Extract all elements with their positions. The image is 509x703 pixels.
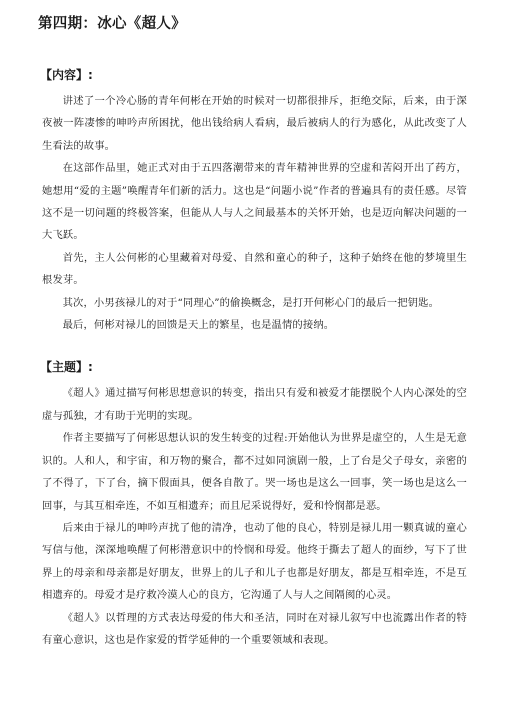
theme-paragraph: 作者主要描写了何彬思想认识的发生转变的过程:开始他认为世界是虚空的，人生是无意识的。人和人，和宇宙，和万物的聚合，都不过如同演剧一般，上了台是父子母女，亲密的了不得了，下了台，摘下假面具，便各自散了。哭一场也是这么一回事，笑一场也是这么一回事，与其互相牵连，不如互相遗弃；而且尼采说得好，爱和怜悯都是恶。 <box>42 432 467 512</box>
content-paragraph: 在这部作品里，她正式对由于五四落潮带来的青年精神世界的空虚和苦闷开出了药方，她想用“爱的主题”唤醒青年们新的活力。这也是“问题小说”作者的普遍具有的责任感。尽管这不是一切问题的终极答案，但能从人与人之间最基本的关怀开始，也是迈向解决问题的一大飞跃。 <box>42 162 467 242</box>
theme-section <box>42 358 467 651</box>
content-paragraph: 讲述了一个冷心肠的青年何彬在开始的时候对一切都很排斥，拒绝交际，后来，由于深夜被一阵凄惨的呻吟声所困扰，他出钱给病人看病，最后被病人的行为感化，从此改变了人生看法的故事。 <box>42 95 467 152</box>
page-title: 第四期：冰心《超人》 <box>38 16 186 32</box>
theme-paragraph: 《超人》通过描写何彬思想意识的转变，指出只有爱和被爱才能摆脱个人内心深处的空虚与孤独，才有助于光明的实现。 <box>42 387 467 422</box>
theme-paragraph: 《超人》以哲理的方式表达母爱的伟大和圣洁，同时在对禄儿叙写中也流露出作者的特有童心意识，这也是作家爱的哲学延伸的一个重要领域和表现。 <box>42 611 467 646</box>
theme-paragraph: 后来由于禄儿的呻吟声扰了他的清净，也动了他的良心，特别是禄儿用一颗真诚的童心写信与他，深深地唤醒了何彬潜意识中的怜悯和母爱。他终于撕去了超人的面纱，写下了世界上的母亲和母亲都是好朋友，世界上的儿子和儿子也都是好朋友，都是互相牵连，不是互相遗弃的。母爱才是疗救冷漠人心的良方，它沟通了人与人之间隔阂的心灵。 <box>42 521 467 602</box>
content-paragraph: 首先，主人公何彬的心里藏着对母爱、自然和童心的种子，这种子始终在他的梦境里生根发芽。 <box>42 251 467 287</box>
content-section <box>42 66 467 336</box>
content-paragraph: 其次，小男孩禄儿的对于“同理心”的偷换概念，是打开何彬心门的最后一把钥匙。 <box>62 296 440 309</box>
content-heading: 【内容】: <box>40 68 93 82</box>
content-paragraph: 最后，何彬对禄儿的回馈是天上的繁星，也是温情的接纳。 <box>62 319 335 332</box>
theme-heading: 【主题】: <box>40 360 93 375</box>
